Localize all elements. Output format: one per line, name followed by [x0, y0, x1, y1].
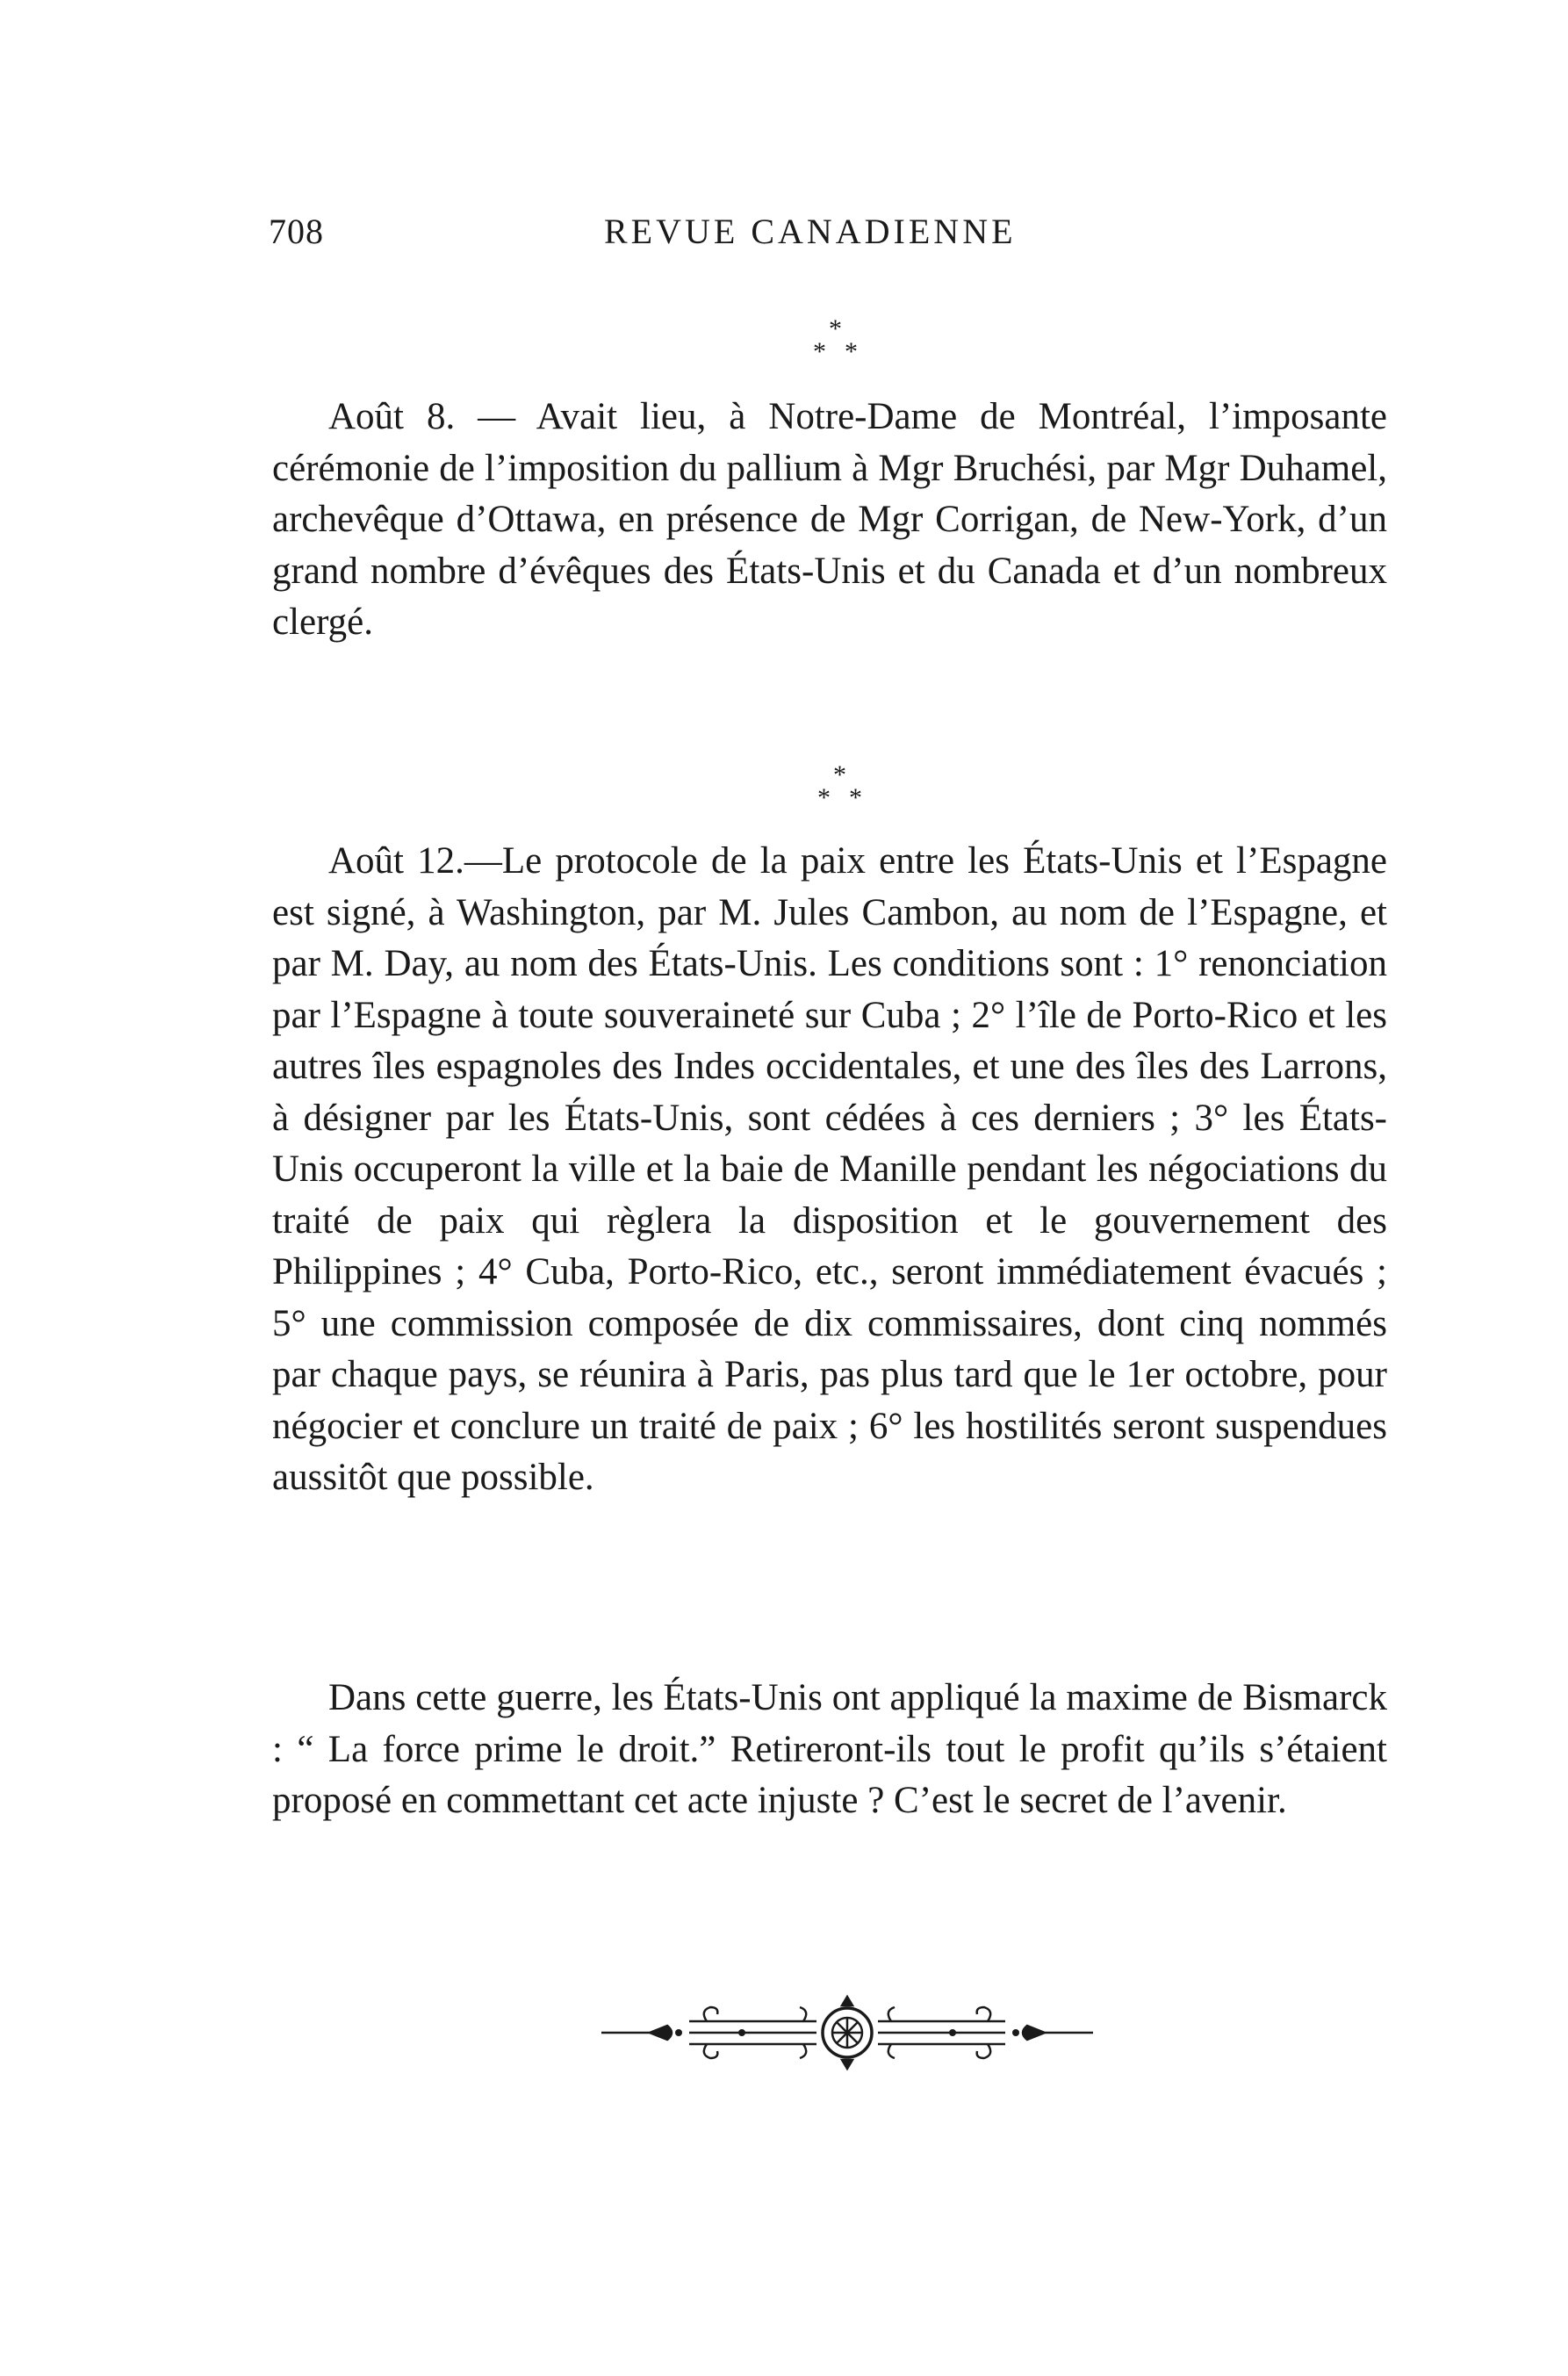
paragraph-conclusion: Dans cette guerre, les États-Unis ont appliqué la maxime de Bismarck : “ La force prime le droit.” Retireront-ils tout le profit qu’ils s’étaient proposé en commettant cet acte injuste ? C’est le secret de l’avenir. — [272, 1677, 1387, 1821]
asterisk: * — [829, 314, 842, 343]
journal-title: REVUE CANADIENNE — [604, 212, 1017, 251]
paragraph-aout-8: Août 8. — Avait lieu, à Notre-Dame de Montréal, l’imposante cérémonie de l’imposition du pallium à Mgr Bruchési, par Mgr Duhamel, archevêque d’Ottawa, en présence de Mgr Corrigan, de New-York, d’un grand nombre d’évêques des États-Unis et du Canada et d’un nombreux clergé. — [272, 396, 1387, 643]
asterism-divider — [795, 762, 900, 815]
page-number: 708 — [269, 212, 324, 251]
asterisk: * — [813, 337, 826, 366]
asterisk: * — [817, 783, 831, 812]
asterism-divider — [790, 316, 895, 369]
asterisk: * — [845, 337, 858, 366]
asterisk: * — [849, 783, 862, 812]
paragraph-aout-12: Août 12.—Le protocole de la paix entre les États-Unis et l’Espagne est signé, à Washington, par M. Jules Cambon, au nom de l’Espagne, et par M. Day, au nom des États-Unis. Les conditions sont : 1° renonciation par l’Espagne à toute souveraineté sur Cuba ; 2° l’île de Porto-Rico et les autres îles espagnoles des Indes occidentales, et une des îles des Larrons, à désigner par les États-Unis, sont cédées à ces derniers ; 3° les États-Unis occuperont la ville et la baie de Manille pendant les négociations du traité de paix qui règlera la disposition et le gouvernement des Philippines ; 4° Cuba, Porto-Rico, etc., seront immédiatement évacués ; 5° une commission composée de dix commissaires, dont cinq nommés par chaque pays, se réunira à Paris, pas plus tard que le 1er octobre, pour négocier et conclure un traité de paix ; 6° les hostilités seront suspendues aussitôt que possible. — [272, 840, 1387, 1498]
running-header — [269, 211, 1050, 263]
decorative-flourish-icon — [601, 1993, 1093, 2072]
asterisk: * — [833, 760, 846, 789]
